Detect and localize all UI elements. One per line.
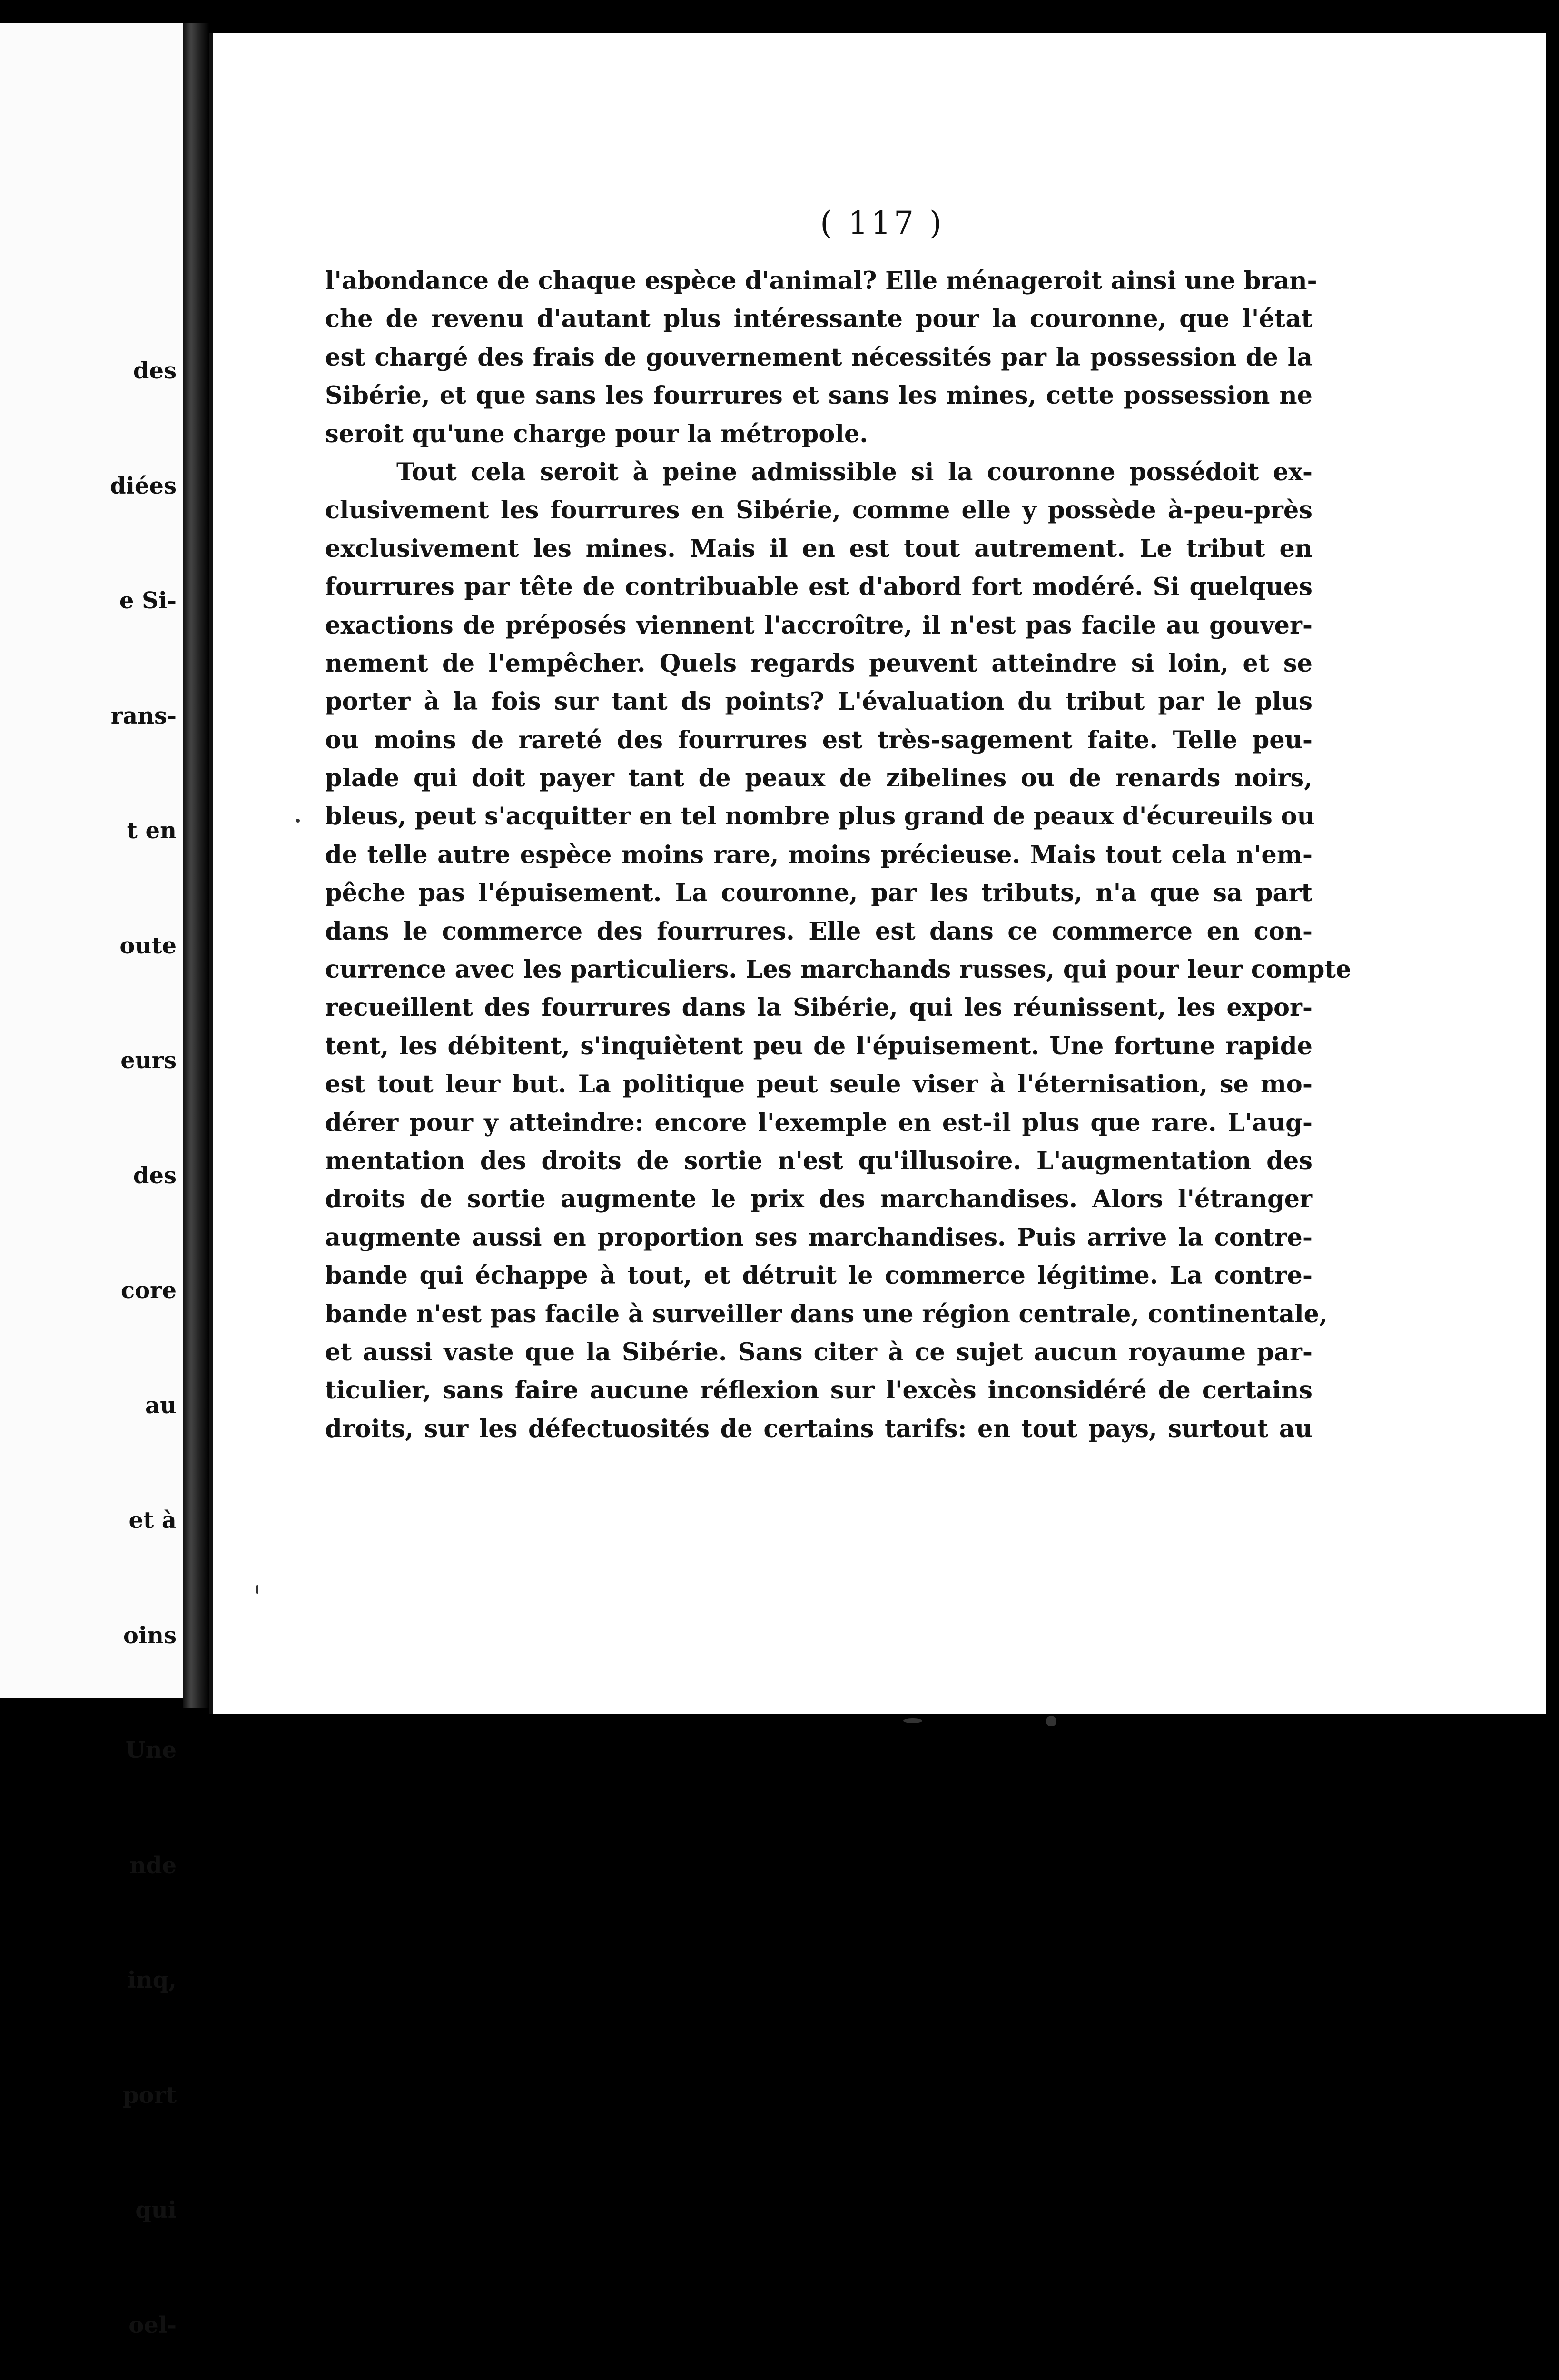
left-fragment: et à [128,1507,177,1534]
text-line: Sibérie, et que sans les fourrures et sans les mines, cette possession ne [325,381,1312,410]
text-line: ticulier, sans faire aucune réflexion sur l'excès inconsidéré de certains [325,1376,1312,1405]
text-line: seroit qu'une charge pour la métropole. [325,419,868,448]
text-line: bande qui échappe à tout, et détruit le commerce légitime. La contre- [325,1261,1312,1290]
text-line: exactions de préposés viennent l'accroître, il n'est pas facile au gouver- [325,611,1312,640]
left-page-text-fragments [5,275,177,2380]
text-line: dérer pour y atteindre: encore l'exemple en est-il plus que rare. L'aug- [325,1108,1312,1137]
left-fragment: eurs [120,1047,177,1074]
text-line: Tout cela seroit à peine admissible si la couronne possédoit ex- [396,457,1312,486]
left-fragment: diées [110,472,177,499]
left-fragment: t en [127,817,177,844]
text-line: currence avec les particuliers. Les marchands russes, qui pour leur compte [325,955,1352,984]
left-fragment: rans- [110,702,177,729]
text-line: augmente aussi en proportion ses marchandises. Puis arrive la contre- [325,1223,1312,1252]
left-fragment: des [133,1162,177,1189]
text-line: che de revenu d'autant plus intéressante pour la couronne, que l'état [325,305,1312,334]
text-line: recueillent des fourrures dans la Sibérie, qui les réunissent, les expor- [325,993,1312,1022]
left-fragment: core [120,1277,177,1304]
text-line: ou moins de rareté des fourrures est très-sagement faite. Telle peu- [325,725,1312,754]
text-line: exclusivement les mines. Mais il en est tout autrement. Le tribut en [325,534,1312,563]
left-fragment: des [133,357,177,384]
page-number: ( 117 ) [820,205,945,241]
left-fragment: oute [119,932,177,959]
left-fragment: qui [135,2197,177,2223]
left-facing-page [0,23,186,2339]
body-text [325,262,1352,1448]
text-line: l'abondance de chaque espèce d'animal? Elle ménageroit ainsi une bran- [325,267,1317,295]
text-line: droits de sortie augmente le prix des marchandises. Alors l'étranger [325,1185,1312,1214]
text-line: bleus, peut s'acquitter en tel nombre plus grand de peaux d'écureuils ou [325,802,1315,831]
left-fragment: port [122,2082,177,2109]
text-line: de telle autre espèce moins rare, moins précieuse. Mais tout cela n'em- [325,840,1312,869]
text-line: porter à la fois sur tant ds points? L'évaluation du tribut par le plus [325,687,1312,716]
left-fragment: au [145,1392,177,1419]
text-line: nement de l'empêcher. Quels regards peuvent atteindre si loin, et se [325,649,1312,678]
text-line: dans le commerce des fourrures. Elle est dans ce commerce en con- [325,917,1312,946]
text-line: droits, sur les défectuosités de certains tarifs: en tout pays, surtout au [325,1414,1312,1443]
scan-speck [296,819,300,823]
text-line: et aussi vaste que la Sibérie. Sans citer à ce sujet aucun royaume par- [325,1338,1312,1367]
text-line: est tout leur but. La politique peut seule viser à l'éternisation, se mo- [325,1070,1312,1099]
left-fragment: oel- [128,2311,177,2339]
text-line: clusivement les fourrures en Sibérie, comme elle y possède à-peu-près [325,496,1312,525]
text-line: bande n'est pas facile à surveiller dans une région centrale, continentale, [325,1299,1328,1329]
left-fragment: Une [125,1737,177,1764]
book-gutter [183,23,209,1708]
text-line: fourrures par tête de contribuable est d'abord fort modéré. Si quelques [325,573,1312,602]
text-line: plade qui doit payer tant de peaux de zibelines ou de renards noirs, [325,764,1312,793]
text-line: pêche pas l'épuisement. La couronne, par les tributs, n'a que sa part [325,879,1312,908]
left-fragment: e Si- [119,587,177,614]
text-line: est chargé des frais de gouvernement nécessités par la possession de la [325,343,1312,372]
right-main-page [209,33,1546,1714]
scan-speck [903,1718,922,1723]
text-line: mentation des droits de sortie n'est qu'illusoire. L'augmentation des [325,1146,1312,1175]
left-fragment: oins [123,1622,177,1649]
scan-speck [1046,1716,1056,1726]
text-line: tent, les débitent, s'inquiètent peu de l'épuisement. Une fortune rapide [325,1031,1312,1061]
left-fragment: inq, [127,1967,177,1993]
left-fragment: nde [129,1852,177,1879]
scan-speck [256,1585,258,1594]
